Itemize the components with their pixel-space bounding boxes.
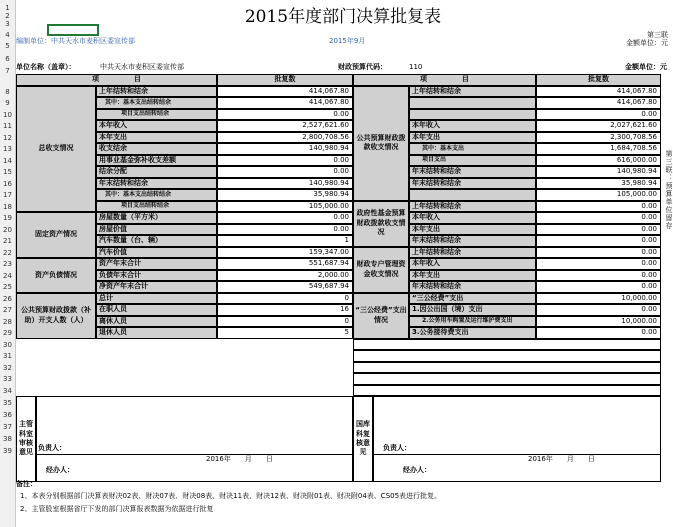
- amount-cell[interactable]: 414,067.80: [536, 86, 661, 98]
- amount-cell[interactable]: 105,000.00: [217, 201, 353, 213]
- row-number[interactable]: 28: [3, 317, 12, 326]
- item-label: [409, 97, 536, 109]
- amount-cell[interactable]: 10,000.00: [536, 316, 661, 328]
- category-label: 资产负债情况: [16, 258, 96, 293]
- item-label: 汽车价值: [96, 247, 217, 259]
- blank-row: [353, 339, 661, 351]
- row-number[interactable]: 13: [3, 145, 12, 153]
- row-number[interactable]: 33: [3, 375, 12, 383]
- item-label: 房屋数量（平方米）: [96, 212, 217, 224]
- amount-cell[interactable]: 105,000.00: [536, 189, 661, 201]
- row-number[interactable]: 5: [5, 42, 10, 50]
- currency-unit: 金额单位：元: [626, 39, 668, 47]
- item-label: 收支结余: [96, 143, 217, 155]
- item-label: 年末结转和结余: [409, 166, 536, 178]
- amount-cell[interactable]: 616,000.00: [536, 155, 661, 167]
- table-number: 第三联: [647, 31, 668, 39]
- blank-row: [353, 385, 661, 397]
- category-label: 总收支情况: [16, 86, 96, 213]
- left-review-label: 主管科室审核意见: [16, 396, 36, 482]
- item-label: 本年收入: [96, 120, 217, 132]
- amount-cell[interactable]: 0.00: [217, 166, 353, 178]
- amount-cell[interactable]: 0.00: [536, 109, 661, 121]
- item-label: 上年结转和结余: [96, 86, 217, 98]
- row-number[interactable]: 1: [5, 4, 10, 12]
- dept-name: 中共天水市麦积区委宣传部: [100, 63, 184, 71]
- row-number[interactable]: 26: [3, 294, 12, 303]
- item-label: 结余分配: [96, 166, 217, 178]
- row-number[interactable]: 8: [5, 87, 10, 96]
- row-number[interactable]: 11: [3, 122, 12, 130]
- item-label: 房屋价值: [96, 224, 217, 236]
- item-label: 其中：基本支出: [409, 143, 536, 155]
- row-number[interactable]: 21: [3, 237, 12, 245]
- row-number[interactable]: 35: [3, 398, 12, 407]
- item-label: 负债年末合计: [96, 270, 217, 282]
- amount-cell[interactable]: 2,027,621.60: [536, 120, 661, 132]
- amount-cell[interactable]: 10,000.00: [536, 293, 661, 305]
- amount-cell[interactable]: 0.00: [536, 201, 661, 213]
- amount-cell[interactable]: 159,347.00: [217, 247, 353, 259]
- amount-cell[interactable]: 414,067.80: [217, 97, 353, 109]
- row-number[interactable]: 16: [3, 179, 12, 188]
- item-label: 净资产年末合计: [96, 281, 217, 293]
- row-number[interactable]: 22: [3, 248, 12, 257]
- item-label: 总计: [96, 293, 217, 305]
- amount-cell[interactable]: 0.00: [536, 304, 661, 316]
- amount-cell[interactable]: 0.00: [217, 212, 353, 224]
- amount-cell[interactable]: 0.00: [536, 247, 661, 259]
- item-label: 年末结转和结余: [409, 178, 536, 190]
- category-label: “三公经费”支出情况: [353, 293, 409, 339]
- item-label: 汽车数量（台、辆）: [96, 235, 217, 247]
- amount-cell[interactable]: 414,067.80: [217, 86, 353, 98]
- amount-cell[interactable]: 0.00: [217, 224, 353, 236]
- amount-cell[interactable]: 0.00: [536, 224, 661, 236]
- amount-cell[interactable]: 549,687.94: [217, 281, 353, 293]
- item-label: 其中：基本支出结转结余: [96, 97, 217, 109]
- item-label: 上年结转和结余: [409, 86, 536, 98]
- amount-cell[interactable]: 1,684,708.56: [536, 143, 661, 155]
- side-note: 第三联：预算单位留存: [665, 150, 673, 230]
- amount-cell[interactable]: 5: [217, 327, 353, 339]
- amount-cell[interactable]: 35,980.94: [217, 189, 353, 201]
- row-number[interactable]: 2: [5, 12, 10, 20]
- amount-cell[interactable]: 1: [217, 235, 353, 247]
- item-label: 本年收入: [409, 258, 536, 270]
- row-number[interactable]: 17: [3, 191, 12, 199]
- item-label: [409, 109, 536, 121]
- blank-row: [353, 362, 661, 374]
- item-label: 用事业基金弥补收支差额: [96, 155, 217, 167]
- amount-cell[interactable]: 414,067.80: [536, 97, 661, 109]
- row-number[interactable]: 25: [3, 283, 12, 291]
- spreadsheet-sheet[interactable]: [16, 0, 673, 527]
- row-number[interactable]: 15: [3, 168, 12, 176]
- row-number[interactable]: 27: [3, 306, 12, 314]
- amount-cell[interactable]: 0.00: [536, 212, 661, 224]
- row-number[interactable]: 36: [3, 410, 12, 419]
- row-number[interactable]: 32: [3, 363, 12, 372]
- item-label: 资产年末合计: [96, 258, 217, 270]
- amount-unit: 金额单位：元: [625, 63, 667, 71]
- right-date: 2016年 月 日: [528, 455, 595, 463]
- amount-cell[interactable]: 0: [217, 316, 353, 328]
- row-number[interactable]: 34: [3, 386, 12, 395]
- amount-cell[interactable]: 140,980.94: [217, 143, 353, 155]
- item-label: “三公经费”支出: [409, 293, 536, 305]
- item-label: 上年结转和结余: [409, 247, 536, 259]
- item-label: 1.因公出国（境）支出: [409, 304, 536, 316]
- item-label: 本年支出: [409, 132, 536, 144]
- row-number[interactable]: 38: [3, 434, 12, 443]
- row-number[interactable]: 20: [3, 225, 12, 234]
- item-label: 本年支出: [409, 224, 536, 236]
- amount-cell[interactable]: 140,980.94: [217, 178, 353, 190]
- budget-code: 110: [409, 63, 423, 71]
- amount-cell[interactable]: 2,527,621.60: [217, 120, 353, 132]
- note-2: 2、主管股室根据省厅下发的部门决算报表数据为依据进行批复: [20, 505, 214, 513]
- amount-cell[interactable]: 0.00: [536, 281, 661, 293]
- row-number[interactable]: 6: [5, 55, 10, 63]
- dept-name-label: 单位名称（盖章）：: [16, 63, 76, 71]
- row-number[interactable]: 29: [3, 329, 12, 337]
- right-leader-label: 负责人：: [383, 444, 411, 452]
- amount-cell[interactable]: 2,000.00: [217, 270, 353, 282]
- item-label: [409, 189, 536, 201]
- item-label: 上年结转和结余: [409, 201, 536, 213]
- notes-label: 备注：: [16, 480, 37, 488]
- left-handler-label: 经办人：: [46, 466, 74, 474]
- item-label: 本年支出: [409, 270, 536, 282]
- right-review-label: 国库科复核意见: [353, 396, 373, 482]
- row-number[interactable]: 10: [3, 110, 12, 119]
- row-number[interactable]: 4: [5, 31, 10, 39]
- blank-row: [353, 373, 661, 385]
- row-number[interactable]: 9: [5, 99, 10, 107]
- item-label: 3.公务接待费支出: [409, 327, 536, 339]
- amount-cell[interactable]: 0.00: [536, 270, 661, 282]
- column-header-item: 项 目: [353, 74, 536, 86]
- category-label: 政府性基金预算财政拨款收支情况: [353, 201, 409, 247]
- category-label: 公共预算财政拨款收支情况: [353, 86, 409, 201]
- row-number[interactable]: 3: [5, 20, 10, 28]
- right-handler-label: 经办人：: [403, 466, 431, 474]
- row-number[interactable]: 18: [3, 202, 12, 211]
- category-label: 固定资产情况: [16, 212, 96, 258]
- report-date: 2015年9月: [329, 37, 366, 45]
- amount-cell[interactable]: 0: [217, 293, 353, 305]
- category-label: 公共预算财政拨款（补助）开支人数（人）: [16, 293, 96, 339]
- item-label: 年末结转和结余: [409, 281, 536, 293]
- column-header-item: 项 目: [16, 74, 217, 86]
- item-label: 项目支出: [409, 155, 536, 167]
- item-label: 本年支出: [96, 132, 217, 144]
- item-label: 本年收入: [409, 212, 536, 224]
- item-label: 离休人员: [96, 316, 217, 328]
- amount-cell[interactable]: 16: [217, 304, 353, 316]
- row-number[interactable]: 37: [3, 422, 12, 431]
- item-label: 本年收入: [409, 120, 536, 132]
- item-label: 项目支出结转结余: [96, 109, 217, 121]
- column-header-amount: 批复数: [536, 74, 661, 86]
- row-number[interactable]: 39: [3, 446, 12, 455]
- row-number[interactable]: 30: [3, 340, 12, 349]
- amount-cell[interactable]: 35,980.94: [536, 178, 661, 190]
- amount-cell[interactable]: 551,687.94: [217, 258, 353, 270]
- left-date: 2016年 月 日: [206, 455, 273, 463]
- item-label: 其中：基本支出结转结余: [96, 189, 217, 201]
- row-number[interactable]: 24: [3, 271, 12, 280]
- row-number[interactable]: 23: [3, 260, 12, 268]
- unit-label: 编制单位：中共天水市麦积区委宣传部: [16, 37, 135, 45]
- amount-cell[interactable]: 2,800,708.56: [217, 132, 353, 144]
- item-label: 年末结转和结余: [409, 235, 536, 247]
- row-number[interactable]: 14: [3, 156, 12, 165]
- left-leader-label: 负责人：: [38, 444, 66, 452]
- row-number[interactable]: 12: [3, 133, 12, 142]
- note-1: 1、本表分别根据部门决算表财决02表、财决07表、财决08表、财决11表、财决12表、财决附01表、财决附04表、CS05表进行批复。: [20, 492, 442, 500]
- item-label: 项目支出结转结余: [96, 201, 217, 213]
- category-label: 财政专户管理资金收支情况: [353, 247, 409, 293]
- amount-cell[interactable]: 2,300,708.56: [536, 132, 661, 144]
- row-number[interactable]: 19: [3, 214, 12, 222]
- blank-row: [353, 350, 661, 362]
- amount-cell[interactable]: 0.00: [217, 155, 353, 167]
- amount-cell[interactable]: 0.00: [536, 327, 661, 339]
- amount-cell[interactable]: 0.00: [536, 258, 661, 270]
- item-label: 年末结转和结余: [96, 178, 217, 190]
- item-label: 2.公务用车购置及运行维护费支出: [409, 316, 536, 328]
- amount-cell[interactable]: 0.00: [536, 235, 661, 247]
- selected-cell[interactable]: [47, 24, 99, 36]
- row-number[interactable]: 31: [3, 352, 12, 360]
- column-header-amount: 批复数: [217, 74, 353, 86]
- amount-cell[interactable]: 0.00: [217, 109, 353, 121]
- item-label: 退休人员: [96, 327, 217, 339]
- page-title: 2015年度部门决算批复表: [244, 7, 442, 27]
- item-label: 在职人员: [96, 304, 217, 316]
- budget-code-label: 财政预算代码：: [338, 63, 387, 71]
- row-number[interactable]: 7: [5, 67, 10, 75]
- amount-cell[interactable]: 140,980.94: [536, 166, 661, 178]
